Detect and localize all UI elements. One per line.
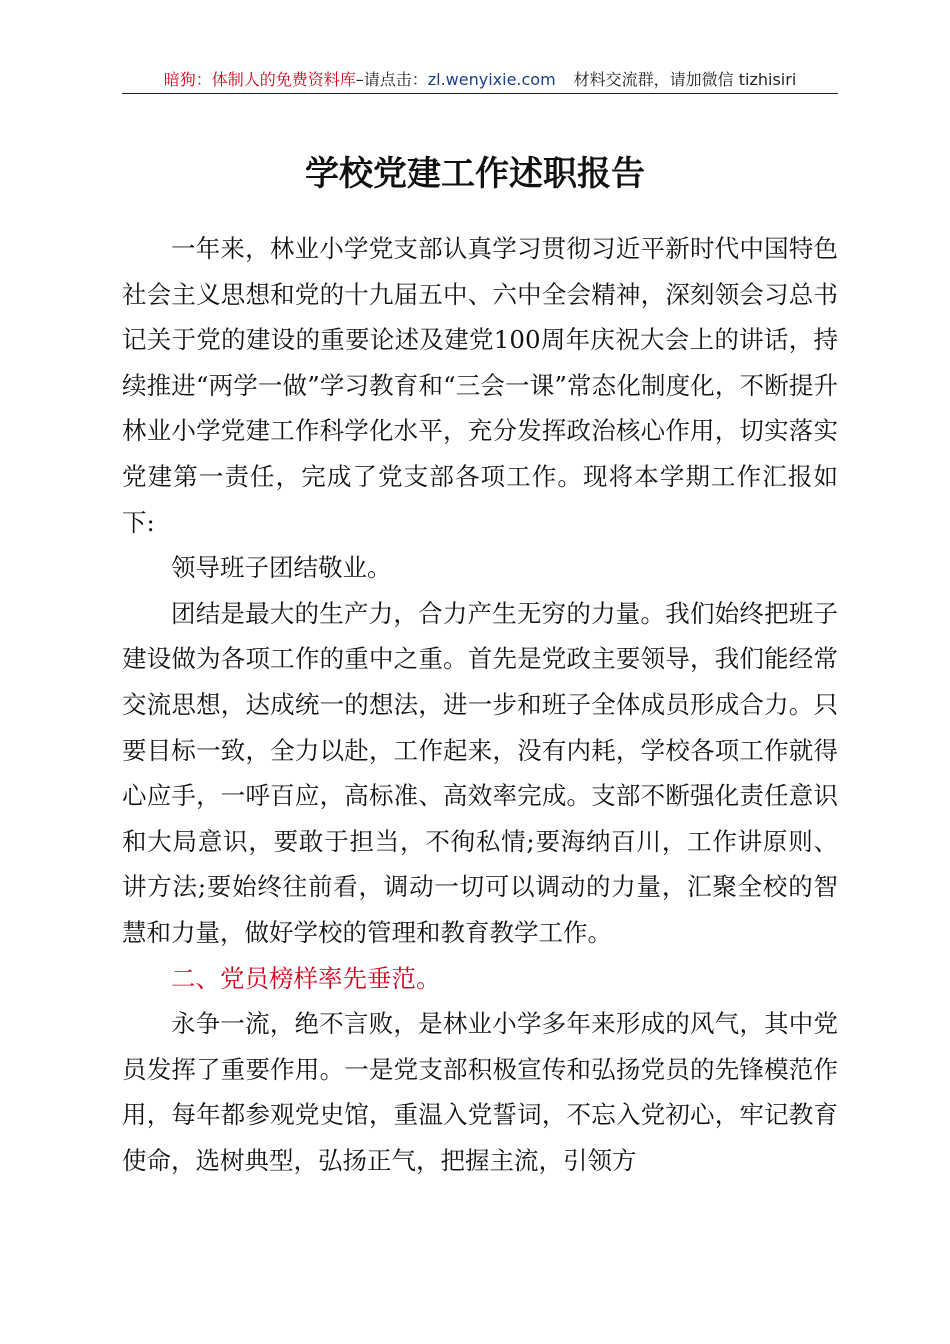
paragraph-section-one: 领导班子团结敬业。 (171, 553, 392, 583)
header-url-link[interactable]: zl.wenyixie.com (427, 70, 556, 89)
document-title: 学校党建工作述职报告 (305, 154, 645, 194)
paragraph-unity: 团结是最大的生产力，合力产生无穷的力量。我们始终把班子建设做为各项工作的重中之重。首先是党政主要领导，我们能经常交流思想，达成统一的想法，进一步和班子全体成员形成合力。只要目标一致，全力以赴，工作起来，没有内耗，学校各项工作就得心应手，一呼百应，高标准、高效率完成。支部不断强化责任意识和大局意识，要敢于担当，不徇私情;要海纳百川，工作讲原则、讲方法;要始终往前看，调动一切可以调动的力量，汇聚全校的智慧和力量，做好学校的管理和教育教学工作。 (122, 598, 838, 947)
header-divider (122, 93, 838, 94)
header-prompt: –请点击： (355, 70, 428, 89)
paragraph-party-members: 永争一流，绝不言败，是林业小学多年来形成的风气，其中党员发挥了重要作用。一是党支部积极宣传和弘扬党员的先锋模范作用，每年都参观党史馆，重温入党誓词，不忘入党初心，牢记教育使命，选树典型，弘扬正气，把握主流，引领方 (122, 1009, 838, 1175)
header-contact: 材料交流群，请加微信 tizhisiri (573, 70, 797, 89)
page-header (122, 68, 838, 92)
section-heading-two: 二、党员榜样率先垂范。 (171, 963, 441, 993)
header-site-name: 暗狗：体制人的免费资料库 (163, 70, 356, 89)
paragraph-intro: 一年来，林业小学党支部认真学习贯彻习近平新时代中国特色社会主义思想和党的十九届五中、六中全会精神，深刻领会习总书记关于党的建设的重要论述及建党100周年庆祝大会上的讲话，持续推进“两学一做”学习教育和“三会一课”常态化制度化，不断提升林业小学党建工作科学化水平，充分发挥政治核心作用，切实落实党建第一责任，完成了党支部各项工作。现将本学期工作汇报如下: (122, 234, 838, 537)
document-body (122, 226, 838, 1183)
